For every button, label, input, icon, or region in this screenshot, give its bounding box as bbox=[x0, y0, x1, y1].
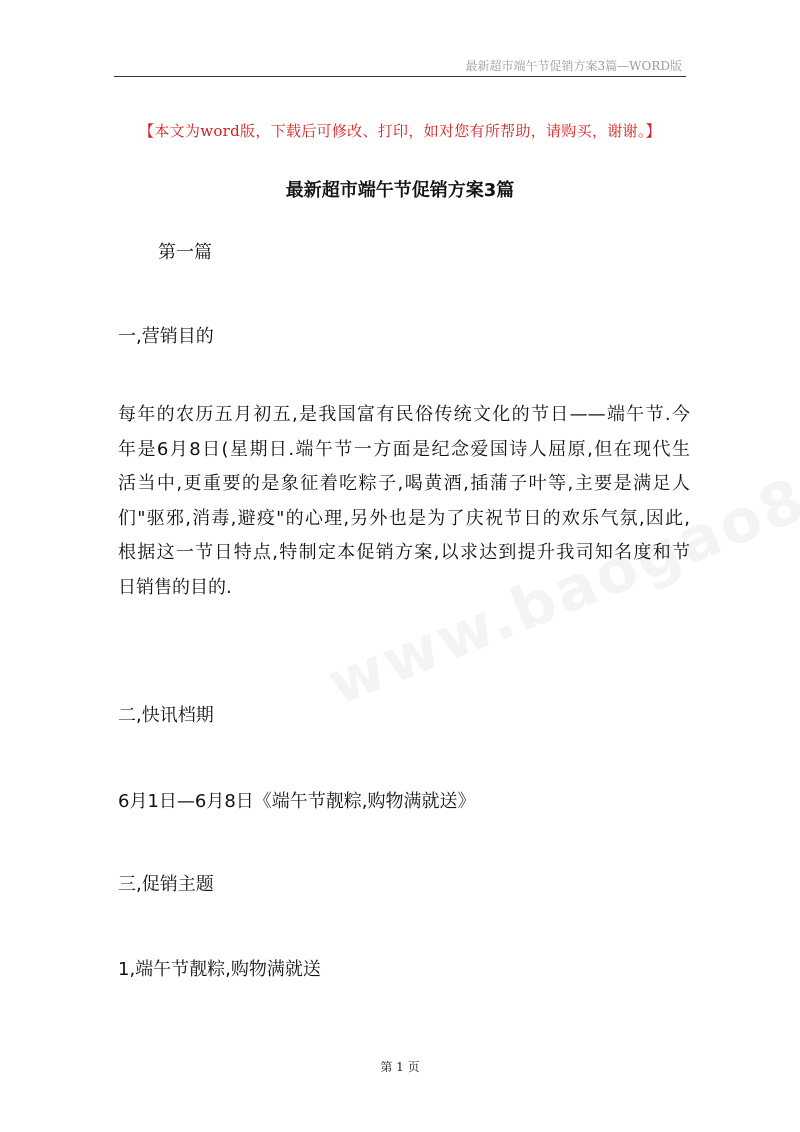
paragraph-line: 日销售的目的. bbox=[118, 576, 232, 598]
paragraph-line: 每年的农历五月初五,是我国富有民俗传统文化的节日——端午节.今 bbox=[118, 404, 690, 425]
theme-item: 1,端午节靓粽,购物满就送 bbox=[118, 959, 321, 980]
header-divider bbox=[114, 76, 686, 77]
document-title: 最新超市端午节促销方案3篇 bbox=[285, 180, 515, 201]
paragraph-line: 们"驱邪,消毒,避疫"的心理,另外也是为了庆祝节日的欢乐气氛,因此, bbox=[118, 507, 690, 529]
heading-promotion-theme: 三,促销主题 bbox=[118, 874, 214, 895]
paragraph-line: 活当中,更重要的是象征着吃粽子,喝黄酒,插蒲子叶等,主要是满足人 bbox=[118, 473, 690, 494]
heading-marketing-purpose: 一,营销目的 bbox=[118, 326, 214, 347]
page-number: 第 1 页 bbox=[380, 1060, 420, 1074]
heading-flyer-schedule: 二,快讯档期 bbox=[118, 705, 214, 726]
paragraph-line: 年是6月8日(星期日.端午节一方面是纪念爱国诗人屈原,但在现代生 bbox=[118, 438, 690, 460]
download-notice: 【本文为word版，下载后可修改、打印，如对您有所帮助，请购买，谢谢。】 bbox=[139, 122, 661, 140]
paragraph-line: 根据这一节日特点,特制定本促销方案,以求达到提升我司知名度和节 bbox=[118, 542, 690, 563]
schedule-text: 6月1日—6月8日《端午节靓粽,购物满就送》 bbox=[118, 791, 476, 812]
section-label: 第一篇 bbox=[158, 242, 212, 263]
running-header: 最新超市端午节促销方案3篇—WORD版 bbox=[465, 59, 682, 73]
